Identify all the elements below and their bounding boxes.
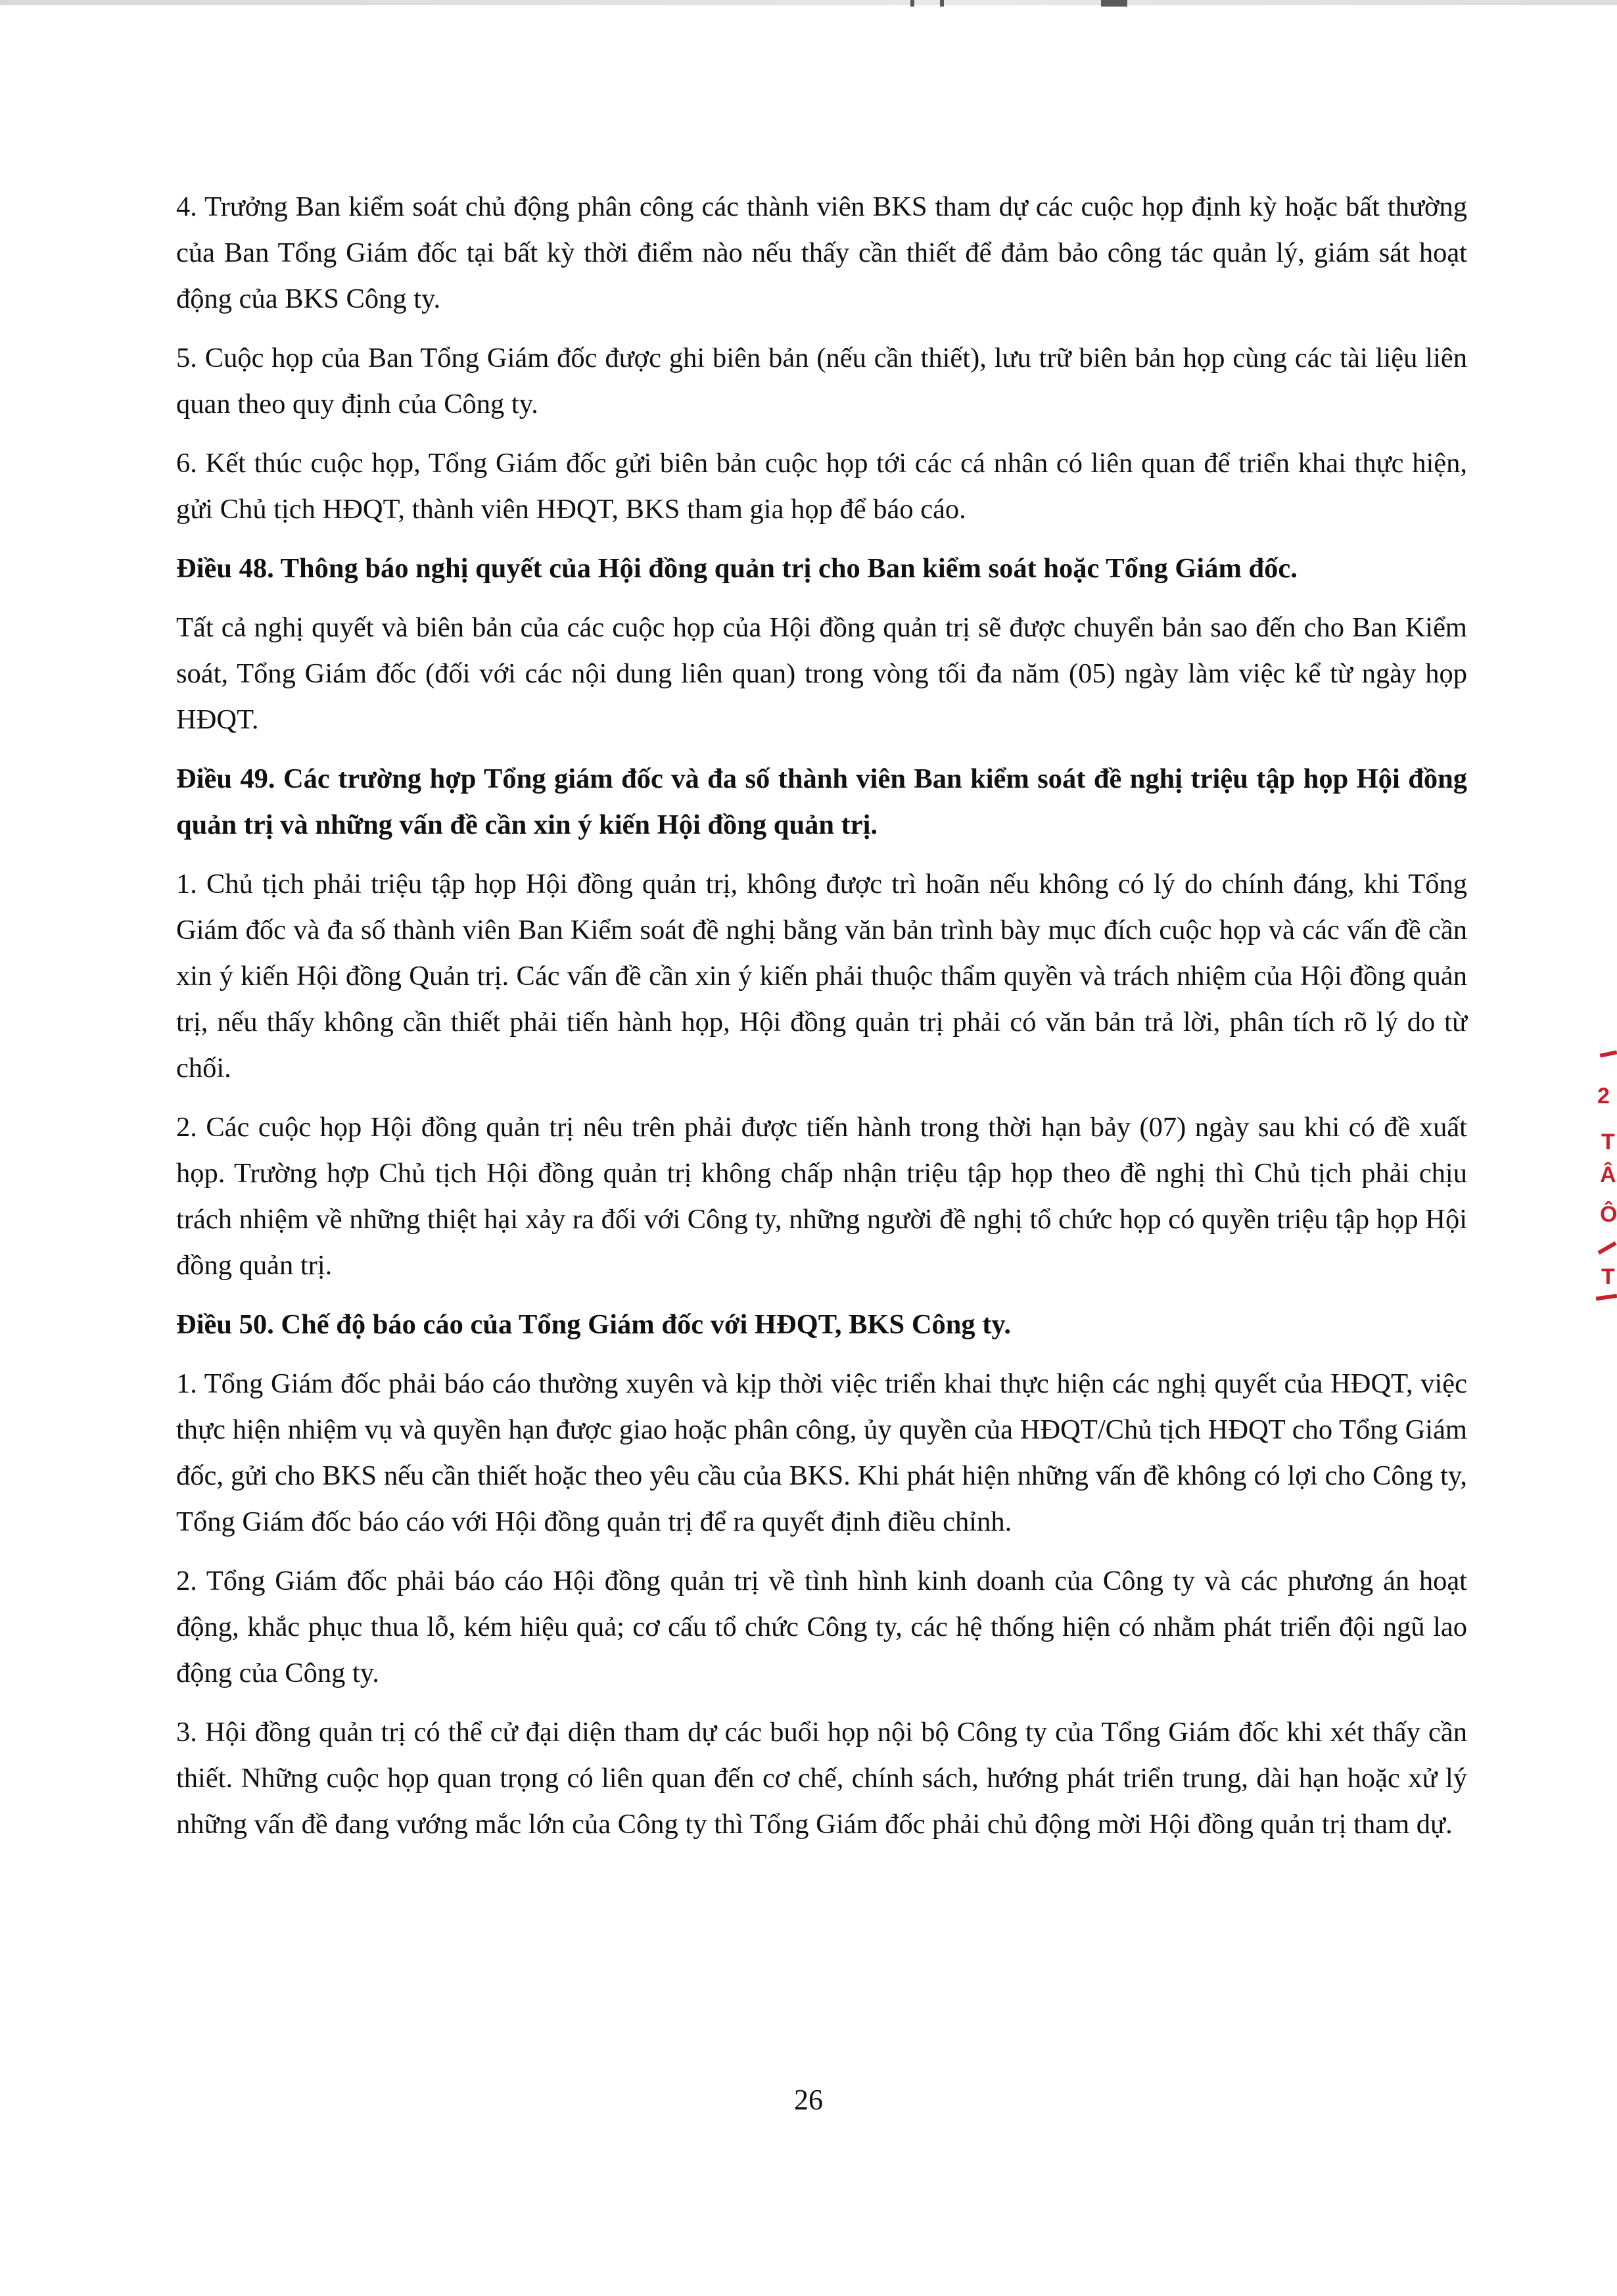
stamp-line	[1596, 1294, 1617, 1301]
scan-mark	[1101, 0, 1127, 7]
paragraph: 4. Trưởng Ban kiểm soát chủ động phân công các thành viên BKS tham dự các cuộc họp định kỳ hoặc bất thường của Ban Tổng Giám đốc tại bất kỳ thời điểm nào nếu thấy cần thiết để đảm bảo công tác quản lý, giám sát hoạt động của BKS Công ty.	[176, 191, 1467, 314]
paragraph: 2. Các cuộc họp Hội đồng quản trị nêu trên phải được tiến hành trong thời hạn bảy (07) ngày sau khi có đề xuất họp. Trường hợp Chủ tịch Hội đồng quản trị không chấp nhận triệu tập họp theo đề nghị thì Chủ tịch phải chịu trách nhiệm về những thiệt hại xảy ra đối với Công ty, những người đề nghị tổ chức họp có quyền triệu tập họp Hội đồng quản trị.	[176, 1112, 1467, 1281]
document-body	[176, 184, 1467, 1861]
paragraph: 3. Hội đồng quản trị có thể cử đại diện tham dự các buổi họp nội bộ Công ty của Tổng Giám đốc khi xét thấy cần thiết. Những cuộc họp quan trọng có liên quan đến cơ chế, chính sách, hướng phát triển trung, dài hạn hoặc xử lý những vấn đề đang vướng mắc lớn của Công ty thì Tổng Giám đốc phải chủ động mời Hội đồng quản trị tham dự.	[176, 1717, 1467, 1840]
stamp-line	[1598, 1241, 1617, 1255]
stamp-glyph: 2	[1597, 1084, 1610, 1109]
paragraph: 6. Kết thúc cuộc họp, Tổng Giám đốc gửi biên bản cuộc họp tới các cá nhân có liên quan để triển khai thực hiện, gửi Chủ tịch HĐQT, thành viên HĐQT, BKS tham gia họp để báo cáo.	[176, 448, 1467, 525]
stamp-glyph: Â	[1600, 1162, 1616, 1187]
scan-mark	[940, 0, 944, 7]
page-number: 26	[794, 2084, 823, 2116]
article-heading-49: Điều 49. Các trường hợp Tổng giám đốc và đa số thành viên Ban kiểm soát đề nghị triệu tập họp Hội đồng quản trị và những vấn đề cần xin ý kiến Hội đồng quản trị.	[176, 763, 1467, 840]
paragraph: 1. Chủ tịch phải triệu tập họp Hội đồng quản trị, không được trì hoãn nếu không có lý do chính đáng, khi Tổng Giám đốc và đa số thành viên Ban Kiểm soát đề nghị bằng văn bản trình bày mục đích cuộc họp và các vấn đề cần xin ý kiến Hội đồng Quản trị. Các vấn đề cần xin ý kiến phải thuộc thẩm quyền và trách nhiệm của Hội đồng quản trị, nếu thấy không cần thiết phải tiến hành họp, Hội đồng quản trị phải có văn bản trả lời, phân tích rõ lý do từ chối.	[176, 869, 1467, 1084]
scan-top-edge	[0, 0, 1617, 5]
article-heading-48: Điều 48. Thông báo nghị quyết của Hội đồng quản trị cho Ban kiểm soát hoặc Tổng Giám đốc.	[176, 553, 1298, 584]
paragraph: Tất cả nghị quyết và biên bản của các cuộc họp của Hội đồng quản trị sẽ được chuyển bản sao đến cho Ban Kiểm soát, Tổng Giám đốc (đối với các nội dung liên quan) trong vòng tối đa năm (05) ngày làm việc kể từ ngày họp HĐQT.	[176, 612, 1467, 735]
stamp-glyph: T	[1601, 1130, 1615, 1155]
stamp-line	[1600, 1050, 1617, 1057]
stamp-glyph: T	[1601, 1264, 1615, 1289]
article-heading-50: Điều 50. Chế độ báo cáo của Tổng Giám đốc với HĐQT, BKS Công ty.	[176, 1309, 1011, 1340]
red-stamp-fragment	[1578, 1045, 1617, 1308]
scan-mark	[910, 0, 914, 7]
paragraph: 5. Cuộc họp của Ban Tổng Giám đốc được ghi biên bản (nếu cần thiết), lưu trữ biên bản họp cùng các tài liệu liên quan theo quy định của Công ty.	[176, 343, 1467, 419]
stamp-glyph: Ô	[1600, 1202, 1617, 1227]
paragraph: 1. Tổng Giám đốc phải báo cáo thường xuyên và kịp thời việc triển khai thực hiện các nghị quyết của HĐQT, việc thực hiện nhiệm vụ và quyền hạn được giao hoặc phân công, ủy quyền của HĐQT/Chủ tịch HĐQT cho Tổng Giám đốc, gửi cho BKS nếu cần thiết hoặc theo yêu cầu của BKS. Khi phát hiện những vấn đề không có lợi cho Công ty, Tổng Giám đốc báo cáo với Hội đồng quản trị để ra quyết định điều chỉnh.	[176, 1368, 1467, 1537]
paragraph: 2. Tổng Giám đốc phải báo cáo Hội đồng quản trị về tình hình kinh doanh của Công ty và các phương án hoạt động, khắc phục thua lỗ, kém hiệu quả; cơ cấu tổ chức Công ty, các hệ thống hiện có nhằm phát triển đội ngũ lao động của Công ty.	[176, 1566, 1467, 1688]
